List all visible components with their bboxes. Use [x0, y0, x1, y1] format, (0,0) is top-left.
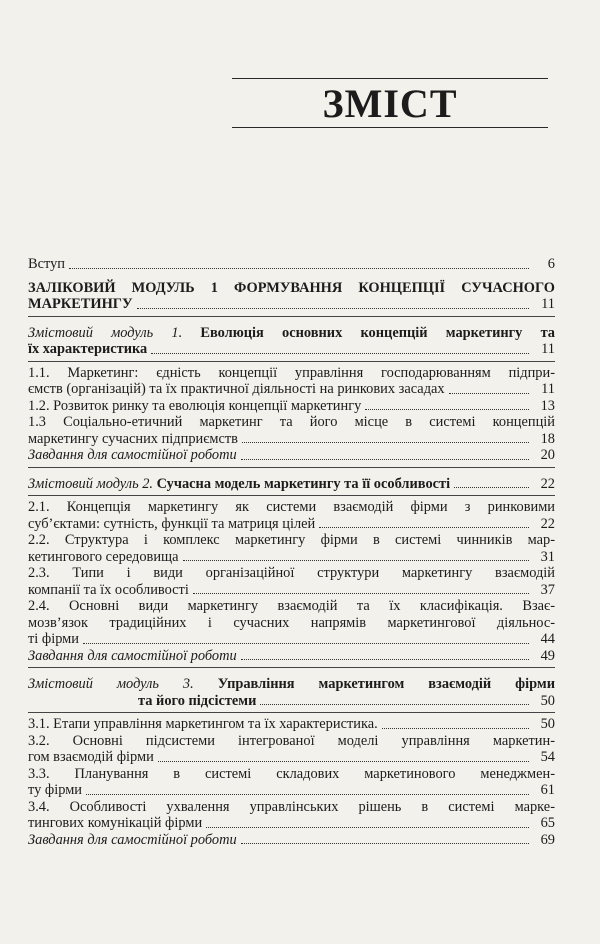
- toc-item-line: 1.3 Соціально-етичний маркетинг та його місце в системі концепцій: [28, 414, 555, 430]
- dot-leader: [319, 527, 529, 528]
- toc-item-line: гом взаємодій фірми: [28, 749, 154, 765]
- page-number: 13: [540, 397, 555, 414]
- toc-item-1-3[interactable]: [28, 414, 555, 447]
- toc-task-1[interactable]: [28, 447, 555, 464]
- divider: [28, 712, 555, 713]
- toc-item-line: 2.3. Типи і види організаційної структури маркетингу взаємодій: [28, 565, 555, 581]
- toc-section-line: ЗАЛІКОВИЙ МОДУЛЬ 1 ФОРМУВАННЯ КОНЦЕПЦІЇ СУЧАСНОГО: [28, 279, 555, 296]
- module-title: Управління маркетингом взаємодій фірми: [193, 676, 555, 692]
- dot-leader: [86, 794, 529, 795]
- toc-item-line: маркетингу сучасних підприємств: [28, 430, 238, 447]
- toc-item-2-2[interactable]: [28, 532, 555, 565]
- toc-item-line: компанії та їх особливості: [28, 581, 189, 598]
- module-title: Сучасна модель маркетингу та її особливості: [153, 475, 451, 492]
- divider: [28, 467, 555, 468]
- page-number: 31: [540, 548, 555, 565]
- module-title: та його підсістеми: [138, 692, 257, 709]
- page-number: 37: [540, 581, 555, 598]
- toc-section-line: МАРКЕТИНГУ: [28, 296, 133, 312]
- dot-leader: [260, 704, 529, 705]
- toc-item-2-1[interactable]: [28, 499, 555, 532]
- toc-item-line: 2.1. Концепція маркетингу як системи взаємодій фірми з ринковими: [28, 499, 555, 515]
- task-text: Завдання для самостійної роботи: [28, 647, 237, 664]
- toc-item-2-3[interactable]: [28, 565, 555, 598]
- task-text: Завдання для самостійної роботи: [28, 447, 237, 463]
- toc-item-1-1[interactable]: [28, 365, 555, 398]
- page-number: 11: [541, 296, 555, 312]
- page-number: 50: [540, 692, 555, 709]
- page-number: 50: [540, 716, 555, 732]
- page-number: 61: [540, 782, 555, 798]
- toc-item-line: 2.2. Структура і комплекс маркетингу фірми в системі чинників мар-: [28, 532, 555, 548]
- toc-module-1[interactable]: [28, 325, 555, 358]
- divider: [28, 667, 555, 668]
- toc-module-2[interactable]: [28, 476, 555, 493]
- page-number: 65: [540, 815, 555, 831]
- toc-module-3[interactable]: [28, 676, 555, 709]
- module-title: їх характеристика: [28, 341, 148, 357]
- page-number: 11: [541, 381, 555, 397]
- toc-item-line: 1.2. Розвиток ринку та еволюція концепції маркетингу: [28, 397, 362, 414]
- dot-leader: [382, 728, 529, 729]
- module-title: Еволюція основних концепцій маркетингу та: [182, 324, 556, 341]
- toc-item-line: кетингового середовища: [28, 548, 179, 565]
- module-label: Змістовий модуль 2.: [28, 475, 154, 492]
- toc-item-line: 3.4. Особливості ухвалення управлінських рішень в системі марке-: [28, 798, 555, 815]
- toc-item-line: 3.1. Етапи управління маркетингом та їх характеристика.: [28, 716, 378, 732]
- toc-task-2[interactable]: [28, 648, 555, 665]
- toc-item-line: ті фірми: [28, 631, 79, 647]
- dot-leader: [206, 827, 529, 828]
- dot-leader: [241, 843, 529, 844]
- dot-leader: [241, 659, 529, 660]
- toc-item-3-4[interactable]: [28, 799, 555, 832]
- dot-leader: [193, 593, 529, 594]
- page-number: 22: [540, 515, 555, 532]
- toc-item-line: 1.1. Маркетинг: єдність концепції управління господарюванням підпри-: [28, 364, 555, 381]
- dot-leader: [242, 442, 529, 443]
- toc-item-line: тингових комунікацій фірми: [28, 815, 203, 831]
- dot-leader: [83, 643, 529, 644]
- toc-item-3-3[interactable]: [28, 766, 555, 799]
- toc-item-line: суб’єктами: сутність, функції та матриця цілей: [28, 515, 316, 532]
- toc-item-line: ту фірми: [28, 782, 82, 798]
- dot-leader: [454, 487, 529, 488]
- page-number: 54: [540, 749, 555, 765]
- task-text: Завдання для самостійної роботи: [28, 831, 237, 848]
- divider: [28, 495, 555, 496]
- dot-leader: [449, 393, 529, 394]
- divider: [28, 316, 555, 317]
- table-of-contents: [28, 256, 555, 848]
- dot-leader: [151, 353, 529, 354]
- toc-item-1-2[interactable]: [28, 398, 555, 415]
- page-number: 69: [540, 831, 555, 848]
- toc-item-line: 3.2. Основні підсистеми інтегрованої моделі управління маркетин-: [28, 732, 555, 749]
- toc-item-line: 3.3. Планування в системі складових маркетинового менеджмен-: [28, 765, 555, 782]
- toc-item-line: ємств (організацій) та їх практичної діяльності на ринкових засадах: [28, 381, 445, 397]
- toc-task-3[interactable]: [28, 832, 555, 849]
- toc-section-1[interactable]: [28, 280, 555, 313]
- toc-item-line: 2.4. Основні види маркетингу взаємодій та їх класифікація. Взає-: [28, 598, 555, 614]
- dot-leader: [69, 268, 529, 269]
- dot-leader: [137, 308, 529, 309]
- dot-leader: [158, 761, 529, 762]
- top-rule: [232, 78, 548, 79]
- module-label: Змістовий модуль 1.: [28, 324, 183, 341]
- title-rule: [232, 127, 548, 128]
- toc-item-2-4[interactable]: [28, 598, 555, 648]
- toc-item-3-1[interactable]: [28, 716, 555, 733]
- page-number: 20: [540, 447, 555, 463]
- page-title: ЗМІСТ: [322, 81, 458, 126]
- toc-item-3-2[interactable]: [28, 733, 555, 766]
- dot-leader: [365, 409, 529, 410]
- toc-item-line: мозв’язок традиційних і сучасних напрямів маркетингової діяльнос-: [28, 614, 555, 631]
- page-number: 44: [540, 631, 555, 647]
- page-number: 22: [540, 475, 555, 492]
- divider: [28, 361, 555, 362]
- toc-entry-text: Вступ: [28, 256, 65, 272]
- module-label: Змістовий модуль 3.: [28, 676, 194, 692]
- page-number: 11: [541, 341, 555, 357]
- page-number: 18: [540, 430, 555, 447]
- toc-entry-intro[interactable]: [28, 256, 555, 273]
- page-number: 49: [540, 647, 555, 664]
- dot-leader: [183, 560, 529, 561]
- dot-leader: [241, 459, 529, 460]
- page-number: 6: [547, 256, 555, 272]
